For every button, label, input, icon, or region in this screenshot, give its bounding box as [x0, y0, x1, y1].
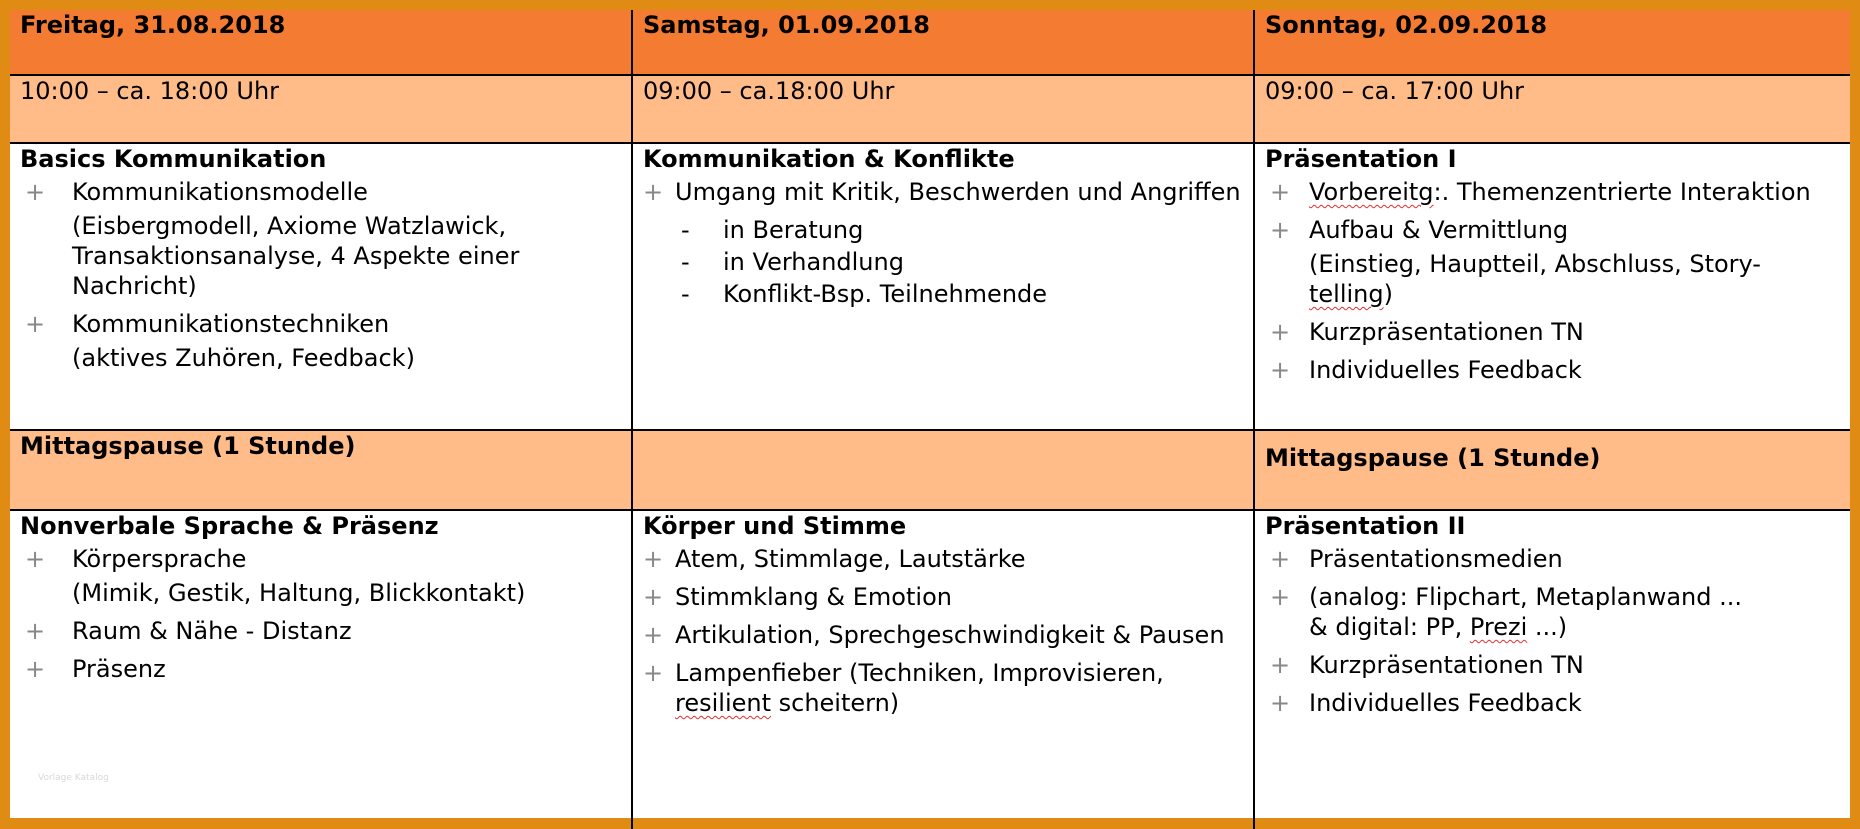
section-title: Präsentation II [1265, 512, 1466, 540]
dash-item [643, 215, 1243, 245]
list-item [1265, 688, 1840, 718]
day-header-saturday: Samstag, 01.09.2018 [632, 10, 1254, 75]
item-subtext [1309, 249, 1840, 309]
lunch-row [10, 430, 1850, 510]
time-saturday: 09:00 – ca.18:00 Uhr [632, 75, 1254, 143]
item-text-part: & digital: PP, [1309, 613, 1470, 641]
item-text: Atem, Stimmlage, Lautstärke [675, 545, 1026, 573]
plus-icon: + [25, 178, 46, 206]
list-item [1265, 355, 1840, 385]
item-text: Kurzpräsentationen TN [1309, 318, 1584, 346]
schedule-table [10, 10, 1850, 829]
dash-item [643, 279, 1243, 309]
lunch-saturday [632, 430, 1254, 510]
list-item [20, 654, 621, 684]
item-text: Aufbau & Vermittlung [1309, 216, 1569, 244]
list-item [20, 544, 621, 608]
plus-icon: + [25, 655, 46, 683]
section-title: Präsentation I [1265, 145, 1457, 173]
morning-block-row [10, 143, 1850, 430]
subtext-part: ) [1383, 280, 1393, 308]
list-item [20, 177, 621, 301]
list-item [643, 177, 1243, 207]
schedule-frame [10, 10, 1850, 818]
item-text: Raum & Nähe - Distanz [72, 617, 352, 645]
spellcheck-word: resilient [675, 689, 771, 717]
item-text: Körpersprache [72, 545, 247, 573]
dash-icon: - [681, 216, 690, 244]
morning-saturday [632, 143, 1254, 430]
dash-text: in Beratung [723, 216, 864, 244]
list-item [643, 658, 1243, 718]
day-header-row [10, 10, 1850, 75]
item-text: Individuelles Feedback [1309, 689, 1582, 717]
time-sunday: 09:00 – ca. 17:00 Uhr [1254, 75, 1850, 143]
item-text-part: ...) [1527, 613, 1568, 641]
item-text: Präsenz [72, 655, 166, 683]
item-text-part: Lampenfieber (Techniken, Improvisieren, [675, 659, 1164, 687]
item-text: Kommunikationsmodelle [72, 178, 368, 206]
watermark: Vorlage Katalog [38, 773, 109, 783]
list-item [1265, 215, 1840, 309]
item-text [675, 658, 1243, 718]
morning-friday [10, 143, 632, 430]
plus-icon: + [1270, 689, 1291, 717]
plus-icon: + [643, 178, 664, 206]
section-title: Körper und Stimme [643, 512, 907, 540]
item-text [1309, 582, 1840, 642]
item-text: Individuelles Feedback [1309, 356, 1582, 384]
section-title: Basics Kommunikation [20, 145, 327, 173]
item-text: Präsentationsmedien [1309, 545, 1563, 573]
list-item [643, 544, 1243, 574]
item-subtext: (aktives Zuhören, Feedback) [72, 344, 415, 372]
lunch-friday: Mittagspause (1 Stunde) [10, 430, 632, 510]
list-item [1265, 582, 1840, 642]
list-item [20, 616, 621, 646]
plus-icon: + [1270, 356, 1291, 384]
list-item [643, 620, 1243, 650]
plus-icon: + [1270, 651, 1291, 679]
dash-text: Konflikt-Bsp. Teilnehmende [723, 280, 1048, 308]
plus-icon: + [643, 659, 664, 687]
item-subtext: (Mimik, Gestik, Haltung, Blickkontakt) [72, 579, 526, 607]
plus-icon: + [643, 621, 664, 649]
plus-icon: + [1270, 178, 1291, 206]
plus-icon: + [643, 583, 664, 611]
item-text: Kurzpräsentationen TN [1309, 651, 1584, 679]
spellcheck-word: Prezi [1469, 613, 1528, 641]
item-text-rest: :. Themenzentrierte Interaktion [1433, 178, 1811, 206]
list-item [643, 582, 1243, 612]
afternoon-sunday [1254, 510, 1850, 829]
item-text-part: scheitern) [771, 689, 900, 717]
item-text: Stimmklang & Emotion [675, 583, 952, 611]
list-item [1265, 544, 1840, 574]
item-text-part: (analog: Flipchart, Metaplanwand ... [1309, 583, 1743, 611]
morning-sunday [1254, 143, 1850, 430]
item-text [1309, 177, 1840, 207]
plus-icon: + [25, 310, 46, 338]
afternoon-block-row [10, 510, 1850, 829]
section-title: Nonverbale Sprache & Präsenz [20, 512, 439, 540]
afternoon-saturday [632, 510, 1254, 829]
subtext-part: (Einstieg, Hauptteil, Abschluss, Story- [1309, 250, 1761, 278]
dash-icon: - [681, 280, 690, 308]
plus-icon: + [1270, 216, 1291, 244]
item-text: Kommunikationstechniken [72, 310, 390, 338]
dash-text: in Verhandlung [723, 248, 904, 276]
item-text: Umgang mit Kritik, Beschwerden und Angriffen [675, 178, 1241, 206]
item-text: Artikulation, Sprechgeschwindigkeit & Pausen [675, 621, 1225, 649]
list-item [20, 309, 621, 373]
day-header-sunday: Sonntag, 02.09.2018 [1254, 10, 1850, 75]
lunch-sunday: Mittagspause (1 Stunde) [1254, 430, 1850, 510]
time-row [10, 75, 1850, 143]
spellcheck-word: Vorbereitg [1309, 178, 1434, 206]
item-subtext: (Eisbergmodell, Axiome Watzlawick, Transaktionsanalyse, 4 Aspekte einer Nachricht) [72, 212, 520, 300]
dash-icon: - [681, 248, 690, 276]
list-item [1265, 317, 1840, 347]
plus-icon: + [1270, 318, 1291, 346]
plus-icon: + [643, 545, 664, 573]
list-item [1265, 177, 1840, 207]
plus-icon: + [25, 617, 46, 645]
plus-icon: + [1270, 545, 1291, 573]
time-friday: 10:00 – ca. 18:00 Uhr [10, 75, 632, 143]
list-item [1265, 650, 1840, 680]
plus-icon: + [25, 545, 46, 573]
spellcheck-word: telling [1309, 280, 1384, 308]
dash-item [643, 247, 1243, 277]
plus-icon: + [1270, 583, 1291, 611]
section-title: Kommunikation & Konflikte [643, 145, 1015, 173]
day-header-friday: Freitag, 31.08.2018 [10, 10, 632, 75]
